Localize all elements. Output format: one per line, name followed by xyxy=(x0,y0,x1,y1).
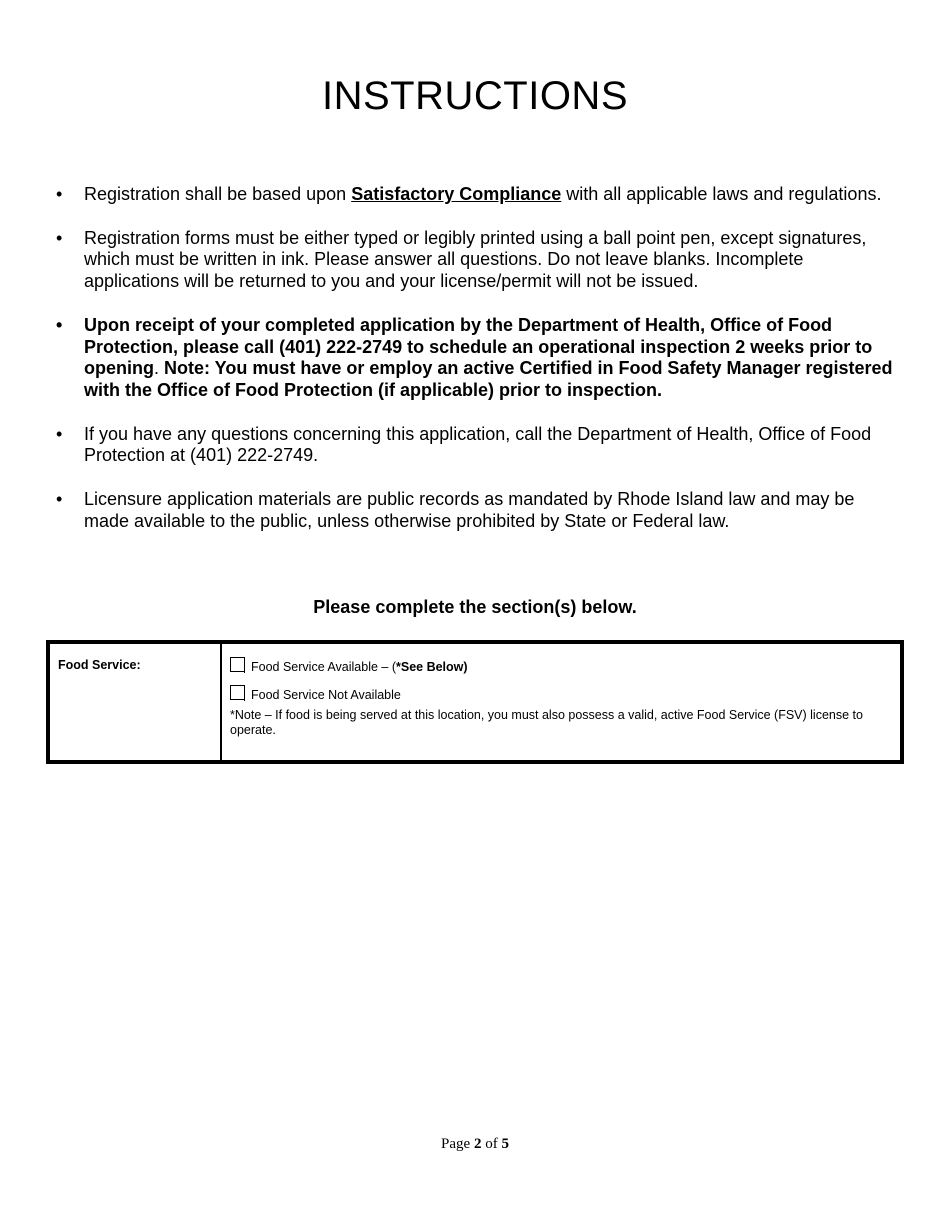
food-service-available-checkbox[interactable] xyxy=(230,657,245,672)
bullet-icon: • xyxy=(56,423,63,444)
page-title: INSTRUCTIONS xyxy=(322,74,628,118)
bullet-icon: • xyxy=(56,184,63,204)
satisfactory-compliance-emphasis: Satisfactory Compliance xyxy=(351,184,562,204)
bullet-icon: • xyxy=(56,489,63,510)
food-service-not-available-checkbox[interactable] xyxy=(230,685,245,700)
list-item: • Upon receipt of your completed application by the Department of Health, Office of Food Protection, please call (401) 222-2749 to schedule an operational inspection 2 weeks prior to opening. Note: You must have or employ an active Certified in Food Safety Manager registered with the Office of Food Protection (if applicable) prior to inspection. xyxy=(56,314,893,400)
food-service-note: *Note – If food is being served at this location, you must also possess a valid, active Food Service (FSV) license to operate. xyxy=(230,708,863,737)
page-number: Page 2 of 5 xyxy=(441,1136,509,1152)
list-item: • Licensure application materials are public records as mandated by Rhode Island law and may be made available to the public, unless otherwise prohibited by State or Federal law. xyxy=(56,489,855,531)
food-service-options xyxy=(222,644,900,760)
list-item: • Registration shall be based upon Satisfactory Compliance with all applicable laws and regulations. xyxy=(56,184,882,204)
food-service-section xyxy=(46,640,904,764)
bullet-icon: • xyxy=(56,314,63,335)
food-service-label: Food Service: xyxy=(50,644,222,760)
section-heading: Please complete the section(s) below. xyxy=(313,597,637,617)
instructions-list xyxy=(0,184,950,532)
list-item: • Registration forms must be either typed or legibly printed using a ball point pen, except signatures, which must be written in ink. Please answer all questions. Do not leave blanks. Incomplete applications will be returned to you and your license/permit will not be issued. xyxy=(56,227,867,292)
bullet-icon: • xyxy=(56,227,63,248)
option-food-service-available[interactable]: Food Service Available – ( *See Below) xyxy=(230,652,892,674)
option-food-service-not-available[interactable]: Food Service Not Available xyxy=(230,680,892,702)
list-item: • If you have any questions concerning this application, call the Department of Health, Office of Food Protection at (401) 222-2749. xyxy=(56,423,872,466)
